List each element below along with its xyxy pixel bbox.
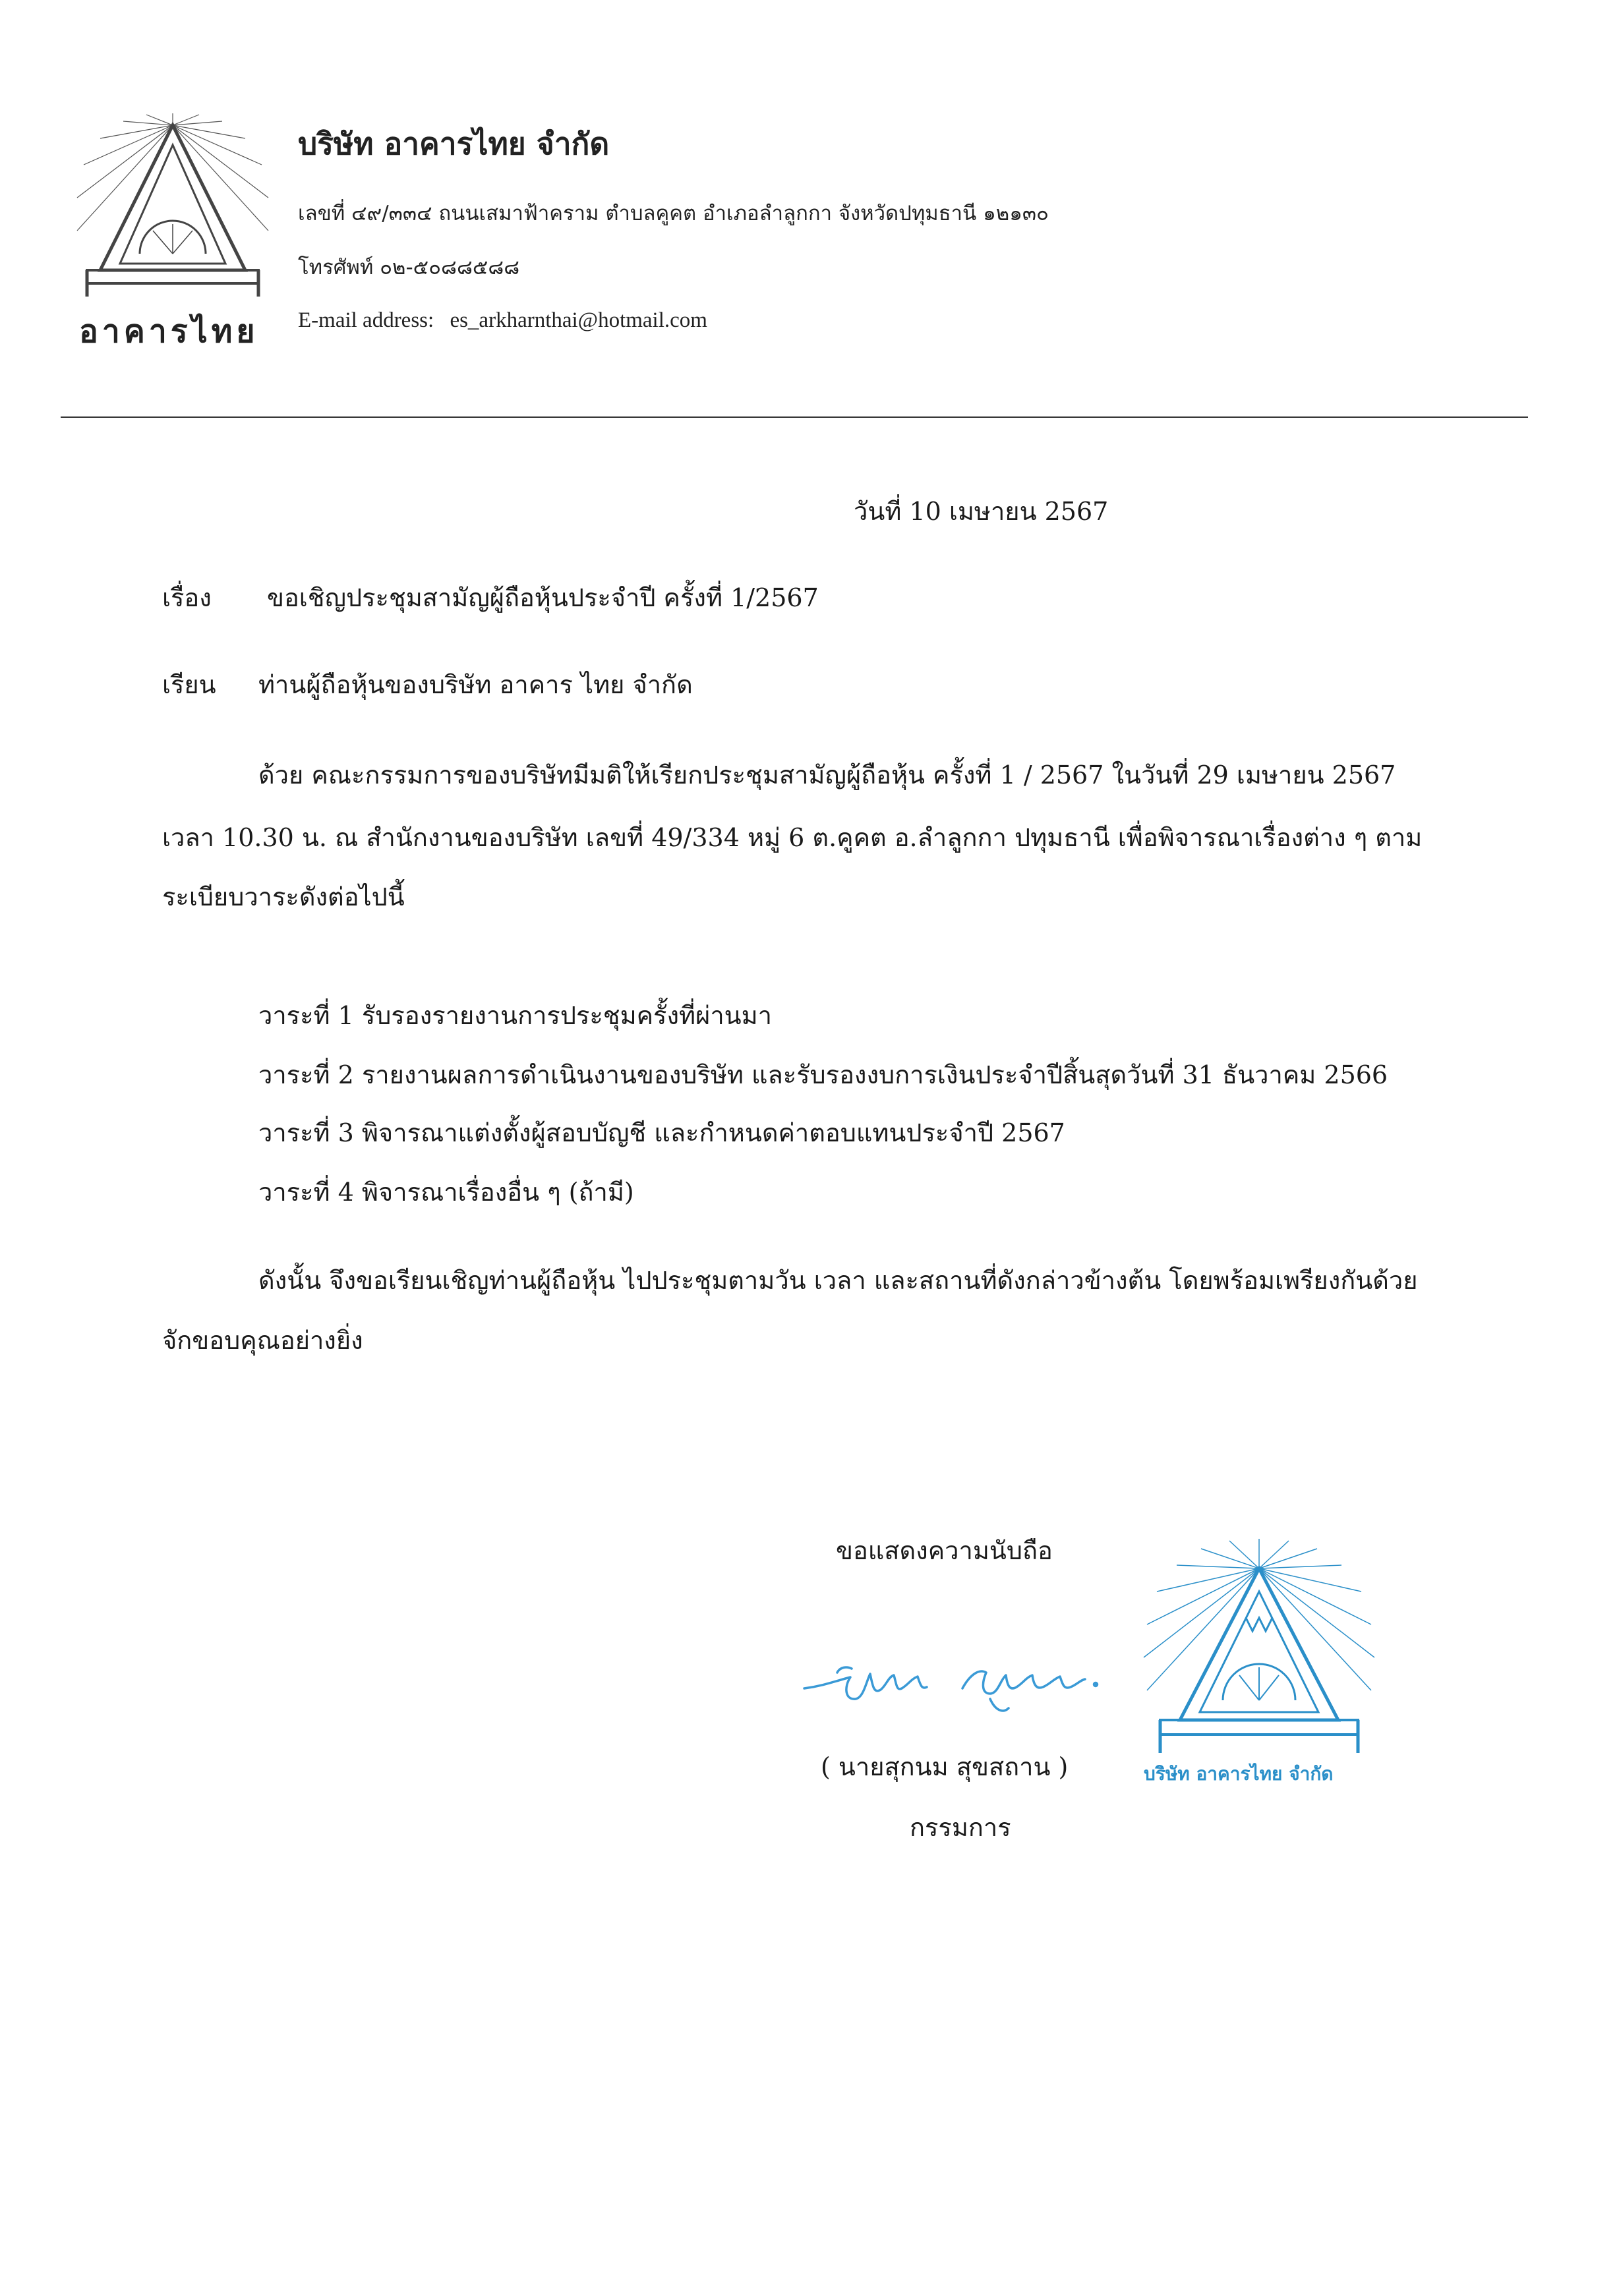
closing-text: ขอแสดงความนับถือ [836, 1536, 1053, 1565]
letter-date: วันที่ 10 เมษายน 2567 [854, 497, 1109, 526]
paragraph1-line: ระเบียบวาระดังต่อไปนี้ [162, 882, 405, 911]
signer-position: กรรมการ [910, 1813, 1011, 1842]
recipient-text: ท่านผู้ถือหุ้นของบริษัท อาคาร ไทย จำกัด [258, 670, 693, 699]
paragraph1-line: ด้วย คณะกรรมการของบริษัทมีมติให้เรียกประชุมสามัญผู้ถือหุ้น ครั้งที่ 1 / 2567 ในวันที่ 29 เมษายน 2567 [258, 761, 1396, 789]
company-name: บริษัท อาคารไทย จำกัด [298, 126, 610, 161]
company-address: เลขที่ ๔๙/๓๓๔ ถนนเสมาฟ้าคราม ตำบลคูคต อำเภอลำลูกกา จังหวัดปทุมธานี ๑๒๑๓๐ [298, 202, 1049, 225]
agenda-item: วาระที่ 2 รายงานผลการดำเนินงานของบริษัท และรับรองงบการเงินประจำปีสิ้นสุดวันที่ 31 ธันวาคม 2566 [258, 1060, 1388, 1089]
signer-name: ( นายสุกนม สุขสถาน ) [821, 1752, 1069, 1781]
logo-wordmark: อาคารไทย [79, 313, 259, 350]
email-address: es_arkharnthai@hotmail.com [450, 308, 707, 332]
paragraph1-line: เวลา 10.30 น. ณ สำนักงานของบริษัท เลขที่ 49/334 หมู่ 6 ต.คูคต อ.ลำลูกกา ปทุมธานี เพื่อพิจารณาเรื่องต่าง ๆ ตาม [162, 823, 1423, 852]
email-label: E-mail address: [298, 308, 434, 332]
paragraph2-line: จักขอบคุณอย่างยิ่ง [162, 1326, 363, 1355]
recipient-label: เรียน [162, 670, 216, 699]
handwritten-signature [798, 1648, 1114, 1720]
subject-label: เรื่อง [162, 583, 212, 612]
agenda-item: วาระที่ 1 รับรองรายงานการประชุมครั้งที่ผ่านมา [258, 1001, 773, 1030]
agenda-item: วาระที่ 4 พิจารณาเรื่องอื่น ๆ (ถ้ามี) [258, 1178, 634, 1207]
company-logo [74, 112, 272, 330]
header-divider [61, 416, 1528, 418]
company-email-line [298, 308, 707, 333]
company-stamp [1140, 1535, 1378, 1773]
agenda-item: วาระที่ 3 พิจารณาแต่งตั้งผู้สอบบัญชี และกำหนดค่าตอบแทนประจำปี 2567 [258, 1118, 1065, 1147]
paragraph2-line: ดังนั้น จึงขอเรียนเชิญท่านผู้ถือหุ้น ไปประชุมตามวัน เวลา และสถานที่ดังกล่าวข้างต้น โดยพร้อมเพรียงกันด้วย [258, 1266, 1418, 1295]
company-phone: โทรศัพท์ ๐๒-๕๐๘๘๕๘๘ [298, 256, 520, 279]
subject-text: ขอเชิญประชุมสามัญผู้ถือหุ้นประจำปี ครั้งที่ 1/2567 [267, 583, 819, 612]
stamp-text: บริษัท อาคารไทย จำกัด [1144, 1763, 1334, 1785]
